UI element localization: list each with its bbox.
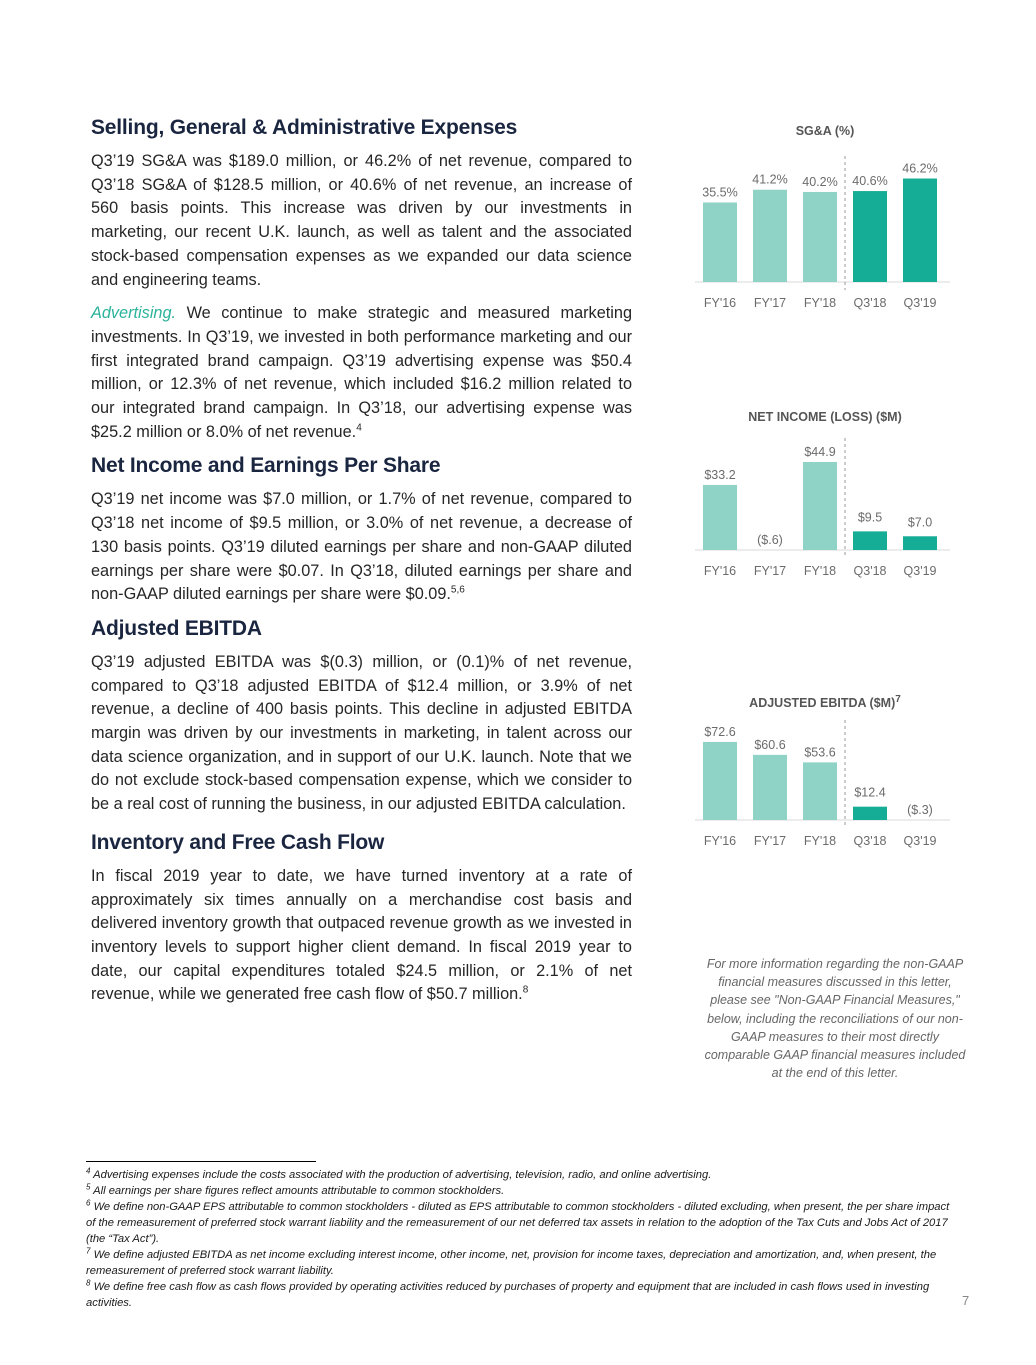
main-column: [91, 116, 632, 1017]
chart-bar: [703, 202, 737, 282]
chart-bar: [853, 191, 887, 282]
chart-bar: [753, 755, 787, 820]
footnote-ref: 5,6: [450, 584, 465, 596]
sga-chart-title: SG&A (%): [795, 124, 855, 138]
chart-category-label: FY'16: [703, 564, 737, 578]
inventory-paragraph: [91, 865, 632, 1007]
chart-bar: [903, 179, 937, 282]
advertising-lead: Advertising.: [91, 304, 177, 323]
chart-category-label: Q3'18: [853, 296, 887, 310]
ebitda-paragraph: Q3’19 adjusted EBITDA was $(0.3) million, or (0.1)% of net revenue, compared to Q3’18 adjusted EBITDA of $12.4 million, or 3.9% of net revenue, a decline of 400 basis points. This decline in adjusted EBITDA margin was driven by our investments in marketing, in talent across our data science organization, and in support of our U.K. launch. Note that we do not exclude stock-based compensation expense, which we consider to be a real cost of running the business, in our adjusted EBITDA calculation.: [91, 652, 632, 814]
chart-category-label: Q3'18: [853, 564, 887, 578]
chart-value-label: 40.2%: [802, 174, 838, 189]
chart-value-label: 41.2%: [752, 172, 788, 187]
chart-value-label: ($.6): [757, 533, 783, 547]
footnotes: [86, 1167, 956, 1311]
ebitda-chart-svg: [690, 692, 960, 892]
page-number: 7: [962, 1293, 970, 1308]
footnote-ref: 4: [356, 422, 362, 434]
chart-category-label: FY'16: [703, 296, 737, 310]
chart-bar: [803, 462, 837, 550]
non-gaap-sidenote: For more information regarding the non-GAAP financial measures discussed in this letter, please see "Non-GAAP Financial Measures," below, including the reconciliations of our non-GAAP measures to their most directly comparable GAAP financial measures included at the end of this letter.: [704, 957, 966, 1081]
footnote-5: $^5$ All earnings per share figures reflect amounts attributable to common stockholders.: [86, 1182, 505, 1197]
chart-value-label: 46.2%: [902, 161, 938, 176]
chart-bar: [753, 190, 787, 282]
inventory-text: In fiscal 2019 year to date, we have turned inventory at a rate of approximately six times annually on a merchandise cost basis and delivered inventory growth that outpaced revenue growth as we invested in inventory levels to support higher client demand. In fiscal 2019 year to date, our capital expenditures totaled $24.5 million, or 2.1% of net revenue, while we generated free cash flow of $50.7 million.: [91, 866, 632, 1004]
chart-category-label: FY'17: [753, 564, 787, 578]
chart-bar: [803, 192, 837, 282]
chart-category-label: FY'17: [753, 296, 787, 310]
sga-paragraph: Q3’19 SG&A was $189.0 million, or 46.2% of net revenue, compared to Q3’18 SG&A of $128.5 million, or 40.6% of net revenue, an increase of 560 basis points. This increase was driven by our investments in marketing, our recent U.K. launch, as well as talent and the associated stock-based compensation expenses as we expanded our data science and engineering teams.: [91, 152, 632, 289]
net-income-chart: [690, 406, 960, 606]
footnote-8: $^8$ We define free cash flow as cash flows provided by operating activities reduced by purchases of property and equipment that are included in cash flows used in investing activities.: [86, 1278, 930, 1309]
footnote-6: $^6$ We define non-GAAP EPS attributable to common stockholders - diluted as EPS attributable to common stockholders - diluted excluding, when present, the per share impact of the remeasurement of preferred stock warrant liability and the remeasurement of our net deferred tax assets in relation to the adoption of the Tax Cuts and Jobs Act of 2017 (the “Tax Act”).: [86, 1198, 950, 1245]
net-income-chart-svg: [690, 406, 960, 606]
chart-bar: [703, 485, 737, 550]
net-income-text: Q3’19 net income was $7.0 million, or 1.7% of net revenue, compared to Q3’18 net income of $9.5 million, or 3.0% of net revenue, a decrease of 130 basis points. Q3’19 diluted earnings per share and non-GAAP diluted earnings per share were $0.07. In Q3’18, diluted earnings per share and non-GAAP diluted earnings per share were $0.09.: [91, 490, 632, 604]
chart-category-label: FY'18: [803, 296, 837, 310]
chart-value-label: $44.9: [804, 444, 836, 459]
chart-category-label: FY'17: [753, 834, 787, 848]
chart-bar: [703, 742, 737, 820]
chart-bar: [853, 807, 887, 820]
chart-category-label: Q3'18: [853, 834, 887, 848]
sga-heading: Selling, General & Administrative Expenses: [91, 116, 518, 139]
ebitda-chart: [690, 692, 960, 892]
chart-value-label: $72.6: [704, 724, 736, 739]
net-income-heading: Net Income and Earnings Per Share: [91, 454, 441, 478]
chart-value-label: $53.6: [804, 745, 836, 760]
chart-value-label: $12.4: [854, 785, 886, 800]
chart-bar: [853, 531, 887, 550]
footnote-ref: 7: [895, 693, 901, 705]
ebitda-chart-title-text: ADJUSTED EBITDA ($M): [749, 696, 896, 710]
footnote-4: $^4$ Advertising expenses include the costs associated with the production of advertising, television, radio, and online advertising.: [86, 1166, 712, 1181]
sga-chart-svg: [690, 120, 960, 320]
chart-value-label: $60.6: [754, 737, 786, 752]
chart-category-label: Q3'19: [903, 834, 937, 848]
chart-bar: [903, 536, 937, 550]
chart-bar: [803, 762, 837, 820]
chart-category-label: Q3'19: [903, 296, 937, 310]
footnote-divider: [86, 1161, 316, 1162]
advertising-paragraph: [91, 302, 632, 444]
footnote-7: $^7$ We define adjusted EBITDA as net income excluding interest income, other income, net, provision for income taxes, depreciation and amortization, and, when present, the remeasurement of preferred stock warrant liability.: [86, 1246, 937, 1277]
advertising-text: We continue to make strategic and measured marketing investments. In Q3’19, we invested in both performance marketing and our first integrated brand campaign. Q3’19 advertising expense was $50.4 million, or 12.3% of net revenue, which included $16.2 million related to our integrated brand campaign. In Q3’18, our advertising expense was $25.2 million or 8.0% of net revenue.: [91, 304, 632, 441]
ebitda-heading: Adjusted EBITDA: [91, 616, 262, 640]
net-income-chart-title: NET INCOME (LOSS) ($M): [748, 410, 902, 424]
net-income-paragraph: [91, 488, 632, 607]
chart-category-label: FY'16: [703, 834, 737, 848]
inventory-heading: Inventory and Free Cash Flow: [91, 830, 385, 854]
chart-value-label: $7.0: [907, 515, 933, 530]
chart-category-label: Q3'19: [903, 564, 937, 578]
chart-value-label: 35.5%: [702, 185, 738, 200]
footnote-ref: 8: [522, 984, 529, 996]
sga-chart: [690, 120, 960, 320]
chart-value-label: ($.3): [907, 803, 933, 817]
chart-value-label: $33.2: [704, 467, 736, 482]
chart-category-label: FY'18: [803, 564, 837, 578]
chart-value-label: $9.5: [857, 510, 883, 525]
chart-category-label: FY'18: [803, 834, 837, 848]
chart-value-label: 40.6%: [852, 174, 888, 189]
